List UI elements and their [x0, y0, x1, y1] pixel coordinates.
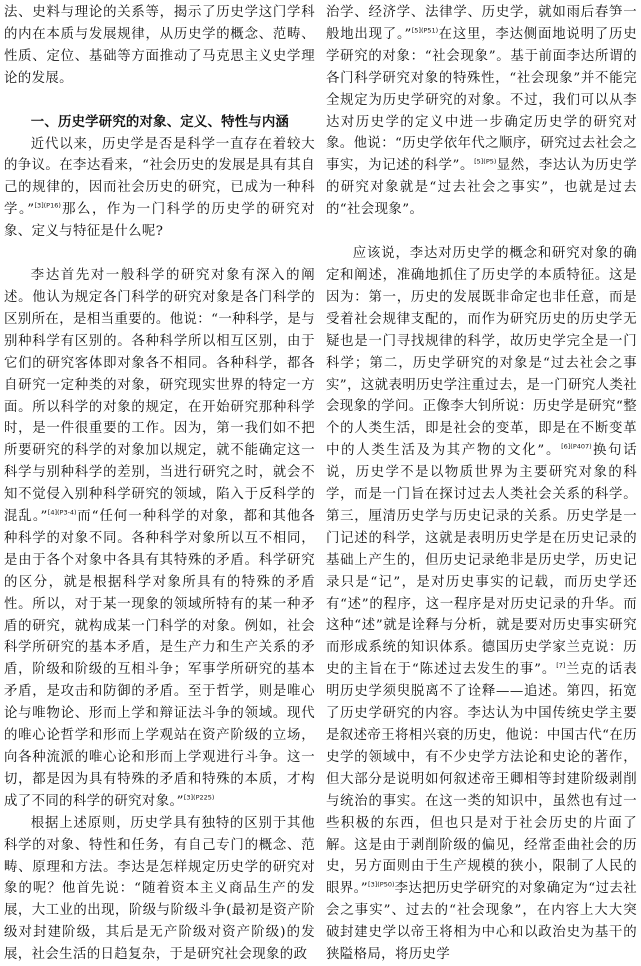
paragraph-research-object-of-science — [4, 265, 315, 813]
citation: [6](P407) — [561, 442, 592, 451]
paragraph-text: 李达把历史学研究的对象确定为“过去社会之事实”、过去的“社会现象”，在内容上大大突破封建史学以帝王将相为中心和以政治史为基干的狭隘格局，将历史学 — [326, 881, 637, 963]
citation: [3](P225) — [183, 793, 215, 802]
citation: [7] — [556, 661, 566, 670]
paragraph-continuation-left: 法、史料与理论的关系等，揭示了历史学这门学科的内在本质与发展规律，从历史学的概念、范畴、性质、定位、基础等方面推动了马克思主义史学理论的发展。 — [4, 5, 315, 86]
left-column — [4, 2, 315, 963]
section-heading: 一、历史学研究的对象、定义、特性与内涵 — [30, 113, 290, 130]
citation: [5](P51) — [411, 26, 439, 35]
paragraph-text: 应该说，李达对历史学的概念和研究对象的确定和阐述，准确地抓住了历史学的本质特征。这是因为：第一，历史的发展既非命定也非任意，而是受着社会规律支配的，而作为研究历史的历史学无疑也是一门寻找规律的科学，故历史学完全是一门科学；第二，历史学研究的对象是“过去社会之事实”，这就表明历史学注重过去，是一门研究人类社会现象的学问。正像李大钊所说：历史学是研究“整个的人类生活，即是社会的变革，即是在不断变革中的人类生活及为其产物的文化”。 — [326, 246, 637, 459]
right-column — [326, 2, 638, 963]
paragraph-text: 而“任何一种科学的对象，都和其他各种科学的对象不同。各种科学对象所以互不相同，是由于各个对象中各具有其特殊的矛盾。科学研究的区分，就是根据科学对象所具有的特殊的矛盾性。所以，对于某一现象的领域所特有的某一种矛盾的研究，就构成某一门科学的对象。例如，社会科学所研究的基本矛盾，是生产力和生产关系的矛盾，阶级和阶级的互相斗争；军事学所研究的基本矛盾，是攻击和防御的矛盾。至于哲学，则是唯心论与唯物论、形而上学和辩证法斗争的领域。现代的唯心论哲学和形而上学观站在资产阶级的立场，向各种流派的唯心论和形而上学观进行斗争。这一切，都是因为具有特殊的矛盾和特殊的本质，才构成了不同的科学的研究对象。” — [4, 509, 315, 809]
paragraph-text: 换句话说，历史学不是以物质世界为主要研究对象的科学，而是一门旨在探讨过去人类社会关系的科学。第三，厘清历史学与历史记录的关系。历史学是一门记述的科学，这就是表明历史学是在历史记录的基础上产生的，但历史记录绝非是历史学，历史记录只是“记”，是对历史事实的记载，而历史学还有“述”的程序，这一程序是对历史记录的升华。而这种“述”就是诠释与分析，就是要对历史事实研究而形成系统的知识体系。德国历史学家兰克说：历史的主旨在于“陈述过去发生的事”。 — [326, 443, 637, 678]
paragraph-text: 那么，作为一门科学的历史学的研究对象、定义与特征是什么呢? — [4, 202, 315, 240]
paragraph-gap — [4, 243, 315, 265]
paragraph-history-object-principle: 根据上述原则，历史学具有独特的区别于其他科学的对象、特性和任务，有自己专门的概念、范畴、原理和方法。李达是怎样规定历史学的研究对象的呢？他首先说：“随着资本主义商品生产的发展，大工业的出现，阶级与阶级斗争(最初是资产阶级对封建阶级，其后是无产阶级对资产阶级)的发展，社会生活的日趋复杂，于是研究社会现象的政 — [4, 815, 315, 963]
citation: [5](P5) — [474, 157, 497, 166]
paragraph-text: 李达首先对一般科学的研究对象有深入的阐述。他认为规定各门科学的研究对象是各门科学的区别所在，是相当重要的。他说：“一种科学，是与别种科学有区别的。各种科学所以相互区别，由于它们的研究客体即对象各不相同。各种科学，都各自研究一定种类的对象，研究现实世界的特定一方面。所以科学的对象的规定，在开始研究那种科学时，是一件很重要的工作。因为，第一我们如不把所要研究的科学的对象加以规定，就不能确定这一科学与别种科学的差别，当进行研究之时，就会不知不觉侵入别种科学研究的领域，陷入于反科学的混乱。” — [4, 268, 315, 525]
paragraph-text: 治学、经济学、法律学、历史学，就如雨后春笋一般地出现了。” — [326, 5, 637, 42]
citation: [3](P50) — [368, 880, 395, 889]
citation: [3](P16) — [34, 201, 61, 210]
paragraph-gap — [326, 221, 637, 243]
paragraph-essential-features — [326, 243, 637, 966]
paragraph-text: 在这里，李达侧面地说明了历史学研究的对象：“社会现象”。基于前面李达所谓的各门科学研究对象的特殊性，“社会现象”并不能完全规定为历史学研究的对象。不过，我们可以从李达对历史学的定义中进一步确定历史学的研究对象。他说：“历史学依年代之顺序，研究过去社会之事实，为记述的科学”。 — [326, 26, 637, 174]
paragraph-text: 显然，李达认为历史学的研究对象就是“过去社会之事实”，也就是过去的“社会现象”。 — [326, 158, 638, 218]
citation: [4](P3-4) — [47, 508, 77, 517]
paragraph-text: 兰克的话表明历史学须臾脱离不了诠释——追述。第四，拓宽了历史学研究的内容。李达认为中国传统史学主要是叙述帝王将相兴衰的历史，他说：中国古代“在历史学的领域中，有不少史学方法论和史论的著作，但大部分是说明如何叙述帝王卿相等封建阶级剥削与统治的事实。在这一类的知识中，虽然也有过一些积极的东西，但也只是对于社会历史的片面了解。这是由于剥削阶级的偏见，经常歪曲社会的历史，另方面则由于生产规模的狭小，限制了人民的眼界。” — [326, 662, 637, 897]
paragraph-history-science-debate — [4, 134, 315, 244]
paragraph-gap — [4, 90, 315, 112]
paragraph-continuation-right — [326, 2, 637, 221]
paragraph-text: 近代以来，历史学是否是科学一直存在着较大的争议。在李达看来，“社会历史的发展是具有其自己的规律的，因而社会历史的研究，已成为一种科学。” — [4, 136, 315, 218]
